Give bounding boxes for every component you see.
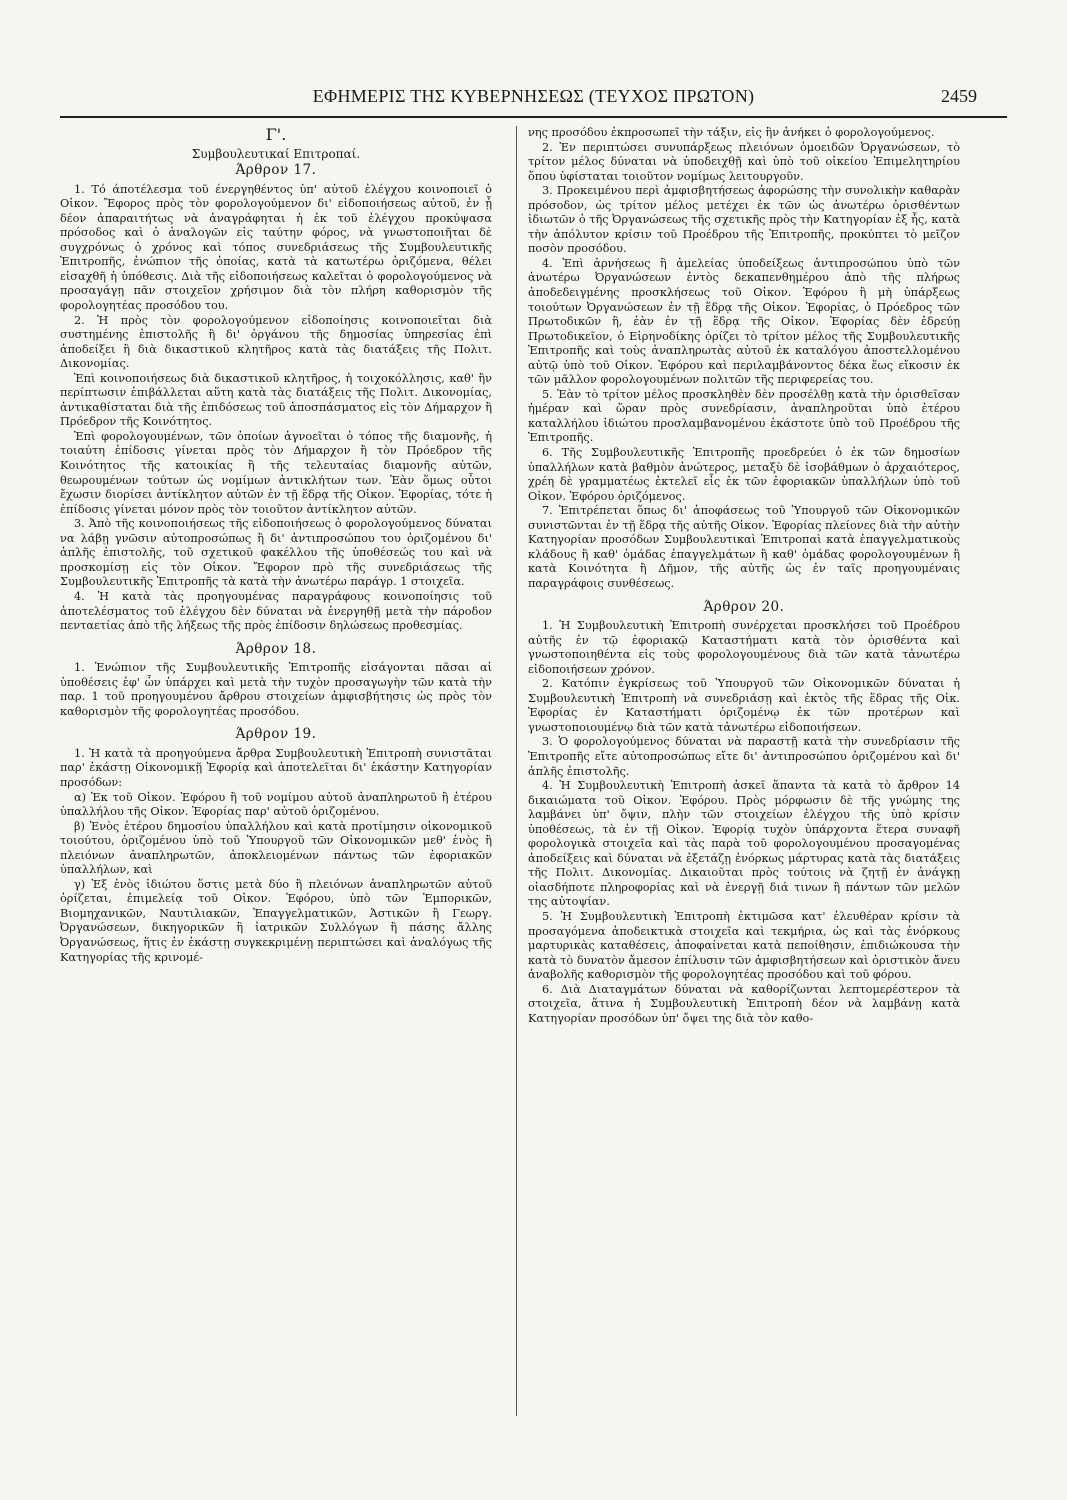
- article-20-paragraph-5: 5. Ἡ Συμβουλευτικὴ Ἐπιτροπὴ ἐκτιμῶσα κατ' ἐλευθέραν κρίσιν τὰ προσαγόμενα ἀποδεικτικὰ στοιχεῖα καὶ τεκμήρια, ὡς καὶ τὰς ἐνόρκους μαρτυρικὰς καταθέσεις, ἀποφαίνεται κατὰ πεποίθησιν, ἐπιδιώκουσα τὴν κατὰ τὸ δυνατὸν ἄμεσον ἐπίλυσιν τῶν ἀμφισβητήσεων καὶ ὁριστικὸν ἄνευ ἀναβολῆς καθορισμὸν τῆς φορολογητέας προσόδου καὶ τοῦ φόρου.: [528, 909, 960, 982]
- article-17-heading: Άρθρον 17.: [235, 162, 317, 179]
- article-17-paragraph-6: 4. Ἡ κατὰ τὰς προηγουμένας παραγράφους κοινοποίησις τοῦ ἀποτελέσματος τοῦ ἐλέγχου δὲν δύναται νὰ ἐνεργηθῇ μετὰ τὴν πάροδον πενταετίας ἀπὸ τῆς λήξεως τῆς πρὸς ἐπίδοσιν δηλώσεως προθεσμίας.: [60, 589, 492, 633]
- page-number: 2459: [941, 86, 977, 106]
- article-19-paragraph-6: 6. Τῆς Συμβουλευτικῆς Ἐπιτροπῆς προεδρεύει ὁ ἐκ τῶν δημοσίων ὑπαλλήλων κατὰ βαθμὸν ἀνώτερος, μεταξὺ δὲ ἰσοβάθμων ὁ ἀρχαιότερος, χρέη δὲ γραμματέως ἐκτελεῖ εἷς ἐκ τῶν ἐφοριακῶν ὑπαλλήλων ὑπὸ τοῦ Οἰκον. Ἐφόρου ὁριζόμενος.: [528, 446, 960, 503]
- gazette-title: ΕΦΗΜΕΡΙΣ ΤΗΣ ΚΥΒΕΡΝΗΣΕΩΣ (ΤΕΥΧΟΣ ΠΡΩΤΟΝ): [312, 86, 755, 106]
- left-column: [60, 126, 492, 965]
- article-19-continuation: νης προσόδου ἐκπροσωπεῖ τὴν τάξιν, εἰς ἣν ἀνήκει ὁ φορολογούμενος.: [528, 126, 935, 139]
- article-17-paragraph-5: 3. Ἀπὸ τῆς κοινοποιήσεως τῆς εἰδοποιήσεως ὁ φορολογούμενος δύναται να λάβῃ γνῶσιν αὐτοπροσώπως ἢ δι' ἀντιπροσώπου του ὁριζομένου δι' ἁπλῆς ἐπιστολῆς, τοῦ σχετικοῦ φακέλλου τῆς ὑποθέσεώς του καὶ νὰ προσκομίσῃ εἰς τὸν Οἰκον. Ἔφορον πρὸ τῆς συνεδριάσεως τῆς Συμβουλευτικῆς Ἐπιτροπῆς τὰ κατὰ τὴν ἀνωτέρω παράγρ. 1 στοιχεῖα.: [60, 517, 492, 589]
- article-18-heading: Άρθρον 18.: [235, 640, 317, 657]
- article-20-paragraph-6: 6. Διὰ Διαταγμάτων δύναται νὰ καθορίζωνται λεπτομερέστερον τὰ στοιχεῖα, ἅτινα ἡ Συμβουλευτικὴ Ἐπιτροπὴ δέον νὰ λαμβάνῃ κατὰ Κατηγορίαν προσόδων ὑπ' ὄψει της διὰ τὸν καθο-: [528, 982, 960, 1025]
- header-rule: [60, 116, 1007, 118]
- article-19-paragraph-3: 3. Προκειμένου περὶ ἀμφισβητήσεως ἀφορώσης τὴν συνολικὴν καθαρὰν πρόσοδον, ὡς τρίτον μέλος μετέχει ἐκ τῶν ὡς ἀνωτέρω ὁρισθέντων ἰδιωτῶν ὁ τῆς Ὀργανώσεως τῆς σχετικῆς πρὸς τὴν Κατηγορίαν ἐξ ἧς, κατὰ τὴν ἀπόλυτον κρίσιν τοῦ Προέδρου τῆς Ἐπιτροπῆς, προκύπτει τὸ μεῖζον ποσὸν προσόδου.: [528, 184, 960, 256]
- article-19-paragraph-1: 1. Ἡ κατὰ τὰ προηγούμενα ἄρθρα Συμβουλευτικὴ Ἐπιτροπὴ συνιστᾶται παρ' ἑκάστῃ Οἰκονομικῇ Ἐφορίᾳ καὶ ἀποτελεῖται δι' ἑκάστην Κατηγορίαν προσόδων:: [60, 746, 492, 789]
- article-17-paragraph-1: 1. Τό άποτέλεσμα τοῦ ένεργηθέντος ὑπ' αὐτοῦ ἐλέγχου κοινοποιεῖ ὁ Οἰκον. Ἔφορος πρὸς τὸν φορολογούμενον δι' εἰδοποιήσεως αὐτοῦ, ἐν ᾗ δέον ἀπαραιτήτως νὰ ἀναγράφηται ἡ ἐκ τοῦ ἐλέγχου προκύψασα πρόσοδος καὶ ὁ ἀναλογῶν εἰς ταύτην φόρος, νὰ γνωστοποιῆται δὲ συγχρόνως ὁ χρόνος καὶ τόπος συνεδριάσεως τῆς Συμβουλευτικῆς Ἐπιτροπῆς, ἐνώπιον τῆς ὁποίας, κατὰ τὰ κατωτέρω ὁριζόμενα, θέλει εἰσαχθῆ ἡ ὑπόθεσις. Διὰ τῆς εἰδοποιήσεως καλεῖται ὁ φορολογούμενος νὰ προσαγάγῃ πᾶν στοιχεῖον χρήσιμον διὰ τὸν πλήρη καθορισμὸν τῆς φορολογητέας προσόδου του.: [60, 182, 492, 313]
- article-20-paragraph-3: 3. Ὁ φορολογούμενος δύναται νὰ παραστῇ κατὰ τὴν συνεδρίασιν τῆς Ἐπιτροπῆς εἴτε αὐτοπροσώπως εἴτε δι' ἀντιπροσώπου ὁριζομένου καὶ δι' ἁπλῆς ἐπιστολῆς.: [528, 735, 960, 778]
- article-20-paragraph-4: 4. Ἡ Συμβουλευτικὴ Ἐπιτροπὴ ἀσκεῖ ἅπαντα τὰ κατὰ τὸ ἄρθρον 14 δικαιώματα τοῦ Οἰκον. Ἐφόρου. Πρὸς μόρφωσιν δὲ τῆς γνώμης της λαμβάνει ὑπ' ὄψιν, πλὴν τῶν στοιχείων ἐλέγχου τῆς ὑπὸ κρίσιν ὑποθέσεως, τὰ ἐν τῇ Οἰκον. Ἐφορίᾳ τυχὸν ὑπάρχοντα ἕτερα συναφῆ φορολογικὰ στοιχεῖα καὶ τὰς παρὰ τοῦ φορολογουμένου προσαγομένας ἀποδείξεις καὶ δύναται νὰ ἐξετάζῃ ἐνόρκως μάρτυρας κατὰ τὰς διατάξεις τῆς Πολιτ. Δικονομίας. Δικαιοῦται πρὸς τούτοις νὰ ζητῇ ἐν ἀνάγκῃ οἱασδήποτε πληροφορίας καὶ νὰ ἐνεργῇ διά τινων ἢ πάντων τῶν μελῶν της αὐτοψίαν.: [528, 779, 960, 909]
- article-19-paragraph-2: 2. Ἐν περιπτώσει συνυπάρξεως πλειόνων ὁμοειδῶν Ὀργανώσεων, τὸ τρίτον μέλος δύναται νὰ ὑποδειχθῇ καὶ ὑπὸ τοῦ οἰκείου Ἐπιμελητηρίου ὅπου ὑφίσταται τοιοῦτον νομίμως λειτουργοῦν.: [528, 140, 960, 183]
- article-18-paragraph-1: 1. Ἐνώπιον τῆς Συμβουλευτικῆς Ἐπιτροπῆς εἰσάγονται πᾶσαι αἱ ὑποθέσεις ἐφ' ὧν ὑπάρχει καὶ μετὰ τὴν τυχὸν προσαγωγὴν τῶν κατὰ τὴν παρ. 1 τοῦ προηγουμένου ἄρθρου στοιχείων ἀμφισβήτησις ὡς πρὸς τὸν καθορισμὸν τῆς φορολογητέας προσόδου.: [60, 661, 492, 718]
- section-title: Γ'.: [265, 125, 287, 144]
- column-divider: [516, 126, 517, 1416]
- article-19-paragraph-7: 7. Ἐπιτρέπεται ὅπως δι' ἀποφάσεως τοῦ Ὑπουργοῦ τῶν Οἰκονομικῶν συνιστῶνται ἐν τῇ ἕδρᾳ τῆς αὐτῆς Οἰκον. Ἐφορίας πλείονες διὰ τὴν αὐτὴν Κατηγορίαν προσόδων Συμβουλευτικαὶ Ἐπιτροπαὶ κατὰ ἐπαγγελματικοὺς κλάδους ἢ καθ' ὁμάδας ἐπαγγελμάτων ἢ καθ' ὁμάδας φορολογουμένων ἢ κατὰ Κοινότητα ἢ Δῆμον, τῆς αὐτῆς ὡς ἐν ταῖς προηγουμέναις παραγράφοις συνθέσεως.: [528, 504, 960, 590]
- article-19-paragraph-5: 5. Ἐὰν τὸ τρίτον μέλος προσκληθὲν δὲν προσέλθῃ κατὰ τὴν ὁρισθεῖσαν ἡμέραν καὶ ὥραν πρὸς συνεδρίασιν, ἀναπληροῦται ὑπὸ ἑτέρου καταλλήλου ἰδιώτου προσλαμβανομένου ἑκάστοτε ὑπὸ τοῦ Προέδρου τῆς Ἐπιτροπῆς.: [528, 387, 960, 445]
- article-19-paragraph-4: 4. Ἐπὶ ἀρνήσεως ἢ ἀμελείας ὑποδείξεως ἀντιπροσώπου ὑπὸ τῶν ἀνωτέρω Ὀργανώσεων ἐντὸς δεκαπενθημέρου ἀπὸ τῆς πλήρως ἀποδεδειγμένης προσκλήσεως τοῦ Οἰκον. Ἐφόρου ἢ μὴ ὑπάρξεως τοιούτων Ὀργανώσεων ἐν τῇ ἕδρᾳ τῆς Οἰκον. Ἐφορίας, ὁ Πρόεδρος τῶν Πρωτοδικῶν ἢ, ἐὰν ἐν τῇ ἕδρᾳ τῆς Οἰκον. Ἐφορίας δὲν ἑδρεύῃ Πρωτοδικεῖον, ὁ Εἰρηνοδίκης ὁρίζει τὸ τρίτον μέλος τῆς Συμβουλευτικῆς Ἐπιτροπῆς καὶ τοὺς ἀναπληρωτὰς αὐτοῦ ἐκ καταλόγου ἀποστελλομένου αὐτῷ ὑπὸ τοῦ Οἰκον. Ἐφόρου καὶ περιλαμβάνοντος δέκα ἕως εἴκοσιν ἐκ τῶν μᾶλλον φορολογουμένων πολιτῶν τῆς περιφερείας του.: [528, 256, 960, 387]
- article-19-item-a: α) Ἐκ τοῦ Οἰκον. Ἐφόρου ἢ τοῦ νομίμου αὐτοῦ ἀναπληρωτοῦ ἢ ἑτέρου ὑπαλλήλου τῆς Οἰκον. Ἐφορίας παρ' αὐτοῦ ὁριζομένου.: [60, 790, 492, 819]
- page-header: [60, 86, 1007, 120]
- article-17-paragraph-3: Ἐπὶ κοινοποιήσεως διὰ δικαστικοῦ κλητῆρος, ἡ τοιχοκόλλησις, καθ' ἣν περίπτωσιν ἐπιβάλλεται αὕτη κατὰ τὰς διατάξεις τῆς Πολιτ. Δικονομίας, ἀντικαθίσταται διὰ τῆς ἐπιδόσεως τοῦ ἀποσπάσματος εἰς τὸν Δήμαρχον ἢ Πρόεδρον τῆς Κοινότητος.: [60, 371, 492, 429]
- article-19-heading: Άρθρον 19.: [235, 726, 317, 743]
- right-column: [528, 126, 960, 1026]
- article-20-paragraph-2: 2. Κατόπιν ἐγκρίσεως τοῦ Ὑπουργοῦ τῶν Οἰκονομικῶν δύναται ἡ Συμβουλευτικὴ Ἐπιτροπὴ νὰ συνεδριάσῃ καὶ ἐκτὸς τῆς ἕδρας τῆς Οἰκ. Ἐφορίας ἐν Καταστήματι ὁριζομένῳ ἐκ τῶν προτέρων καὶ γνωστοποιουμένῳ διὰ τῶν κατὰ τἀνωτέρω εἰδοποιήσεων.: [528, 677, 960, 734]
- article-17-paragraph-4: Ἐπὶ φορολογουμένων, τῶν ὁποίων ἀγνοεῖται ὁ τόπος τῆς διαμονῆς, ἡ τοιαύτη ἐπίδοσις γίνεται πρὸς τὸν Δήμαρχον ἢ τὸν Πρόεδρον τῆς Κοινότητος τῆς κατοικίας ἢ τῆς τελευταίας διαμονῆς αὐτῶν, θεωρουμένων τούτων ὡς νομίμων ἀντικλήτων των. Ἐὰν ὅμως οὗτοι ἔχωσιν διορίσει ἀντίκλητον αὐτῶν ἐν τῇ ἕδρᾳ τῆς Οἰκον. Ἐφορίας, τότε ἡ ἐπίδοσις γίνεται μόνον πρὸς τὸν τοιοῦτον ἀντίκλητον αὐτῶν.: [60, 429, 492, 516]
- article-17-paragraph-2: 2. Ἡ πρὸς τὸν φορολογούμενον εἰδοποίησις κοινοποιεῖται διὰ συστημένης ἐπιστολῆς ἢ δι' ὀργάνου τῆς δημοσίας ὑπηρεσίας ἐπὶ ἀποδείξει ἢ διὰ δικαστικοῦ κλητῆρος κατὰ τὰς διατάξεις τῆς Πολιτ. Δικονομίας.: [60, 313, 492, 371]
- section-subtitle: Συμβουλευτικαί Επιτροπαί.: [191, 146, 361, 161]
- article-20-heading: Άρθρον 20.: [703, 598, 785, 615]
- article-19-item-c: γ) Ἐξ ἑνὸς ἰδιώτου ὅστις μετὰ δύο ἢ πλειόνων ἀναπληρωτῶν αὐτοῦ ὁρίζεται, ἐπιμελείᾳ τοῦ Οἰκον. Ἐφόρου, ὑπὸ τῶν Ἐμπορικῶν, Βιομηχανικῶν, Ναυτιλιακῶν, Ἐπαγγελματικῶν, Ἀστικῶν ἢ Γεωργ. Ὀργανώσεων, δικηγορικῶν ἢ ἰατρικῶν Συλλόγων ἢ πάσης ἄλλης Ὀργανώσεως, ἥτις ἐν ἑκάστῃ συγκεκριμένῃ περιπτώσει καὶ ἀναλόγως τῆς Κατηγορίας τῆς κρινομέ-: [60, 877, 492, 964]
- article-20-paragraph-1: 1. Ἡ Συμβουλευτικὴ Ἐπιτροπὴ συνέρχεται προσκλήσει τοῦ Προέδρου αὐτῆς ἐν τῷ ἐφοριακῷ Καταστήματι κατὰ τὸν ὁρισθέντα καὶ γνωστοποιηθέντα εἰς τοὺς φορολογουμένους διὰ τῶν κατὰ τἀνωτέρω εἰδοποιήσεων χρόνον.: [528, 619, 960, 676]
- article-19-item-b: β) Ἑνὸς ἑτέρου δημοσίου ὑπαλλήλου καὶ κατὰ προτίμησιν οἰκονομικοῦ τοιούτου, ὁριζομένου ὑπὸ τοῦ Ὑπουργοῦ τῶν Οἰκονομικῶν μεθ' ἑνὸς ἢ πλειόνων ἀναπληρωτῶν, ἀποκλειομένων πάντως τῶν ἐφοριακῶν ὑπαλλήλων, καὶ: [60, 819, 492, 877]
